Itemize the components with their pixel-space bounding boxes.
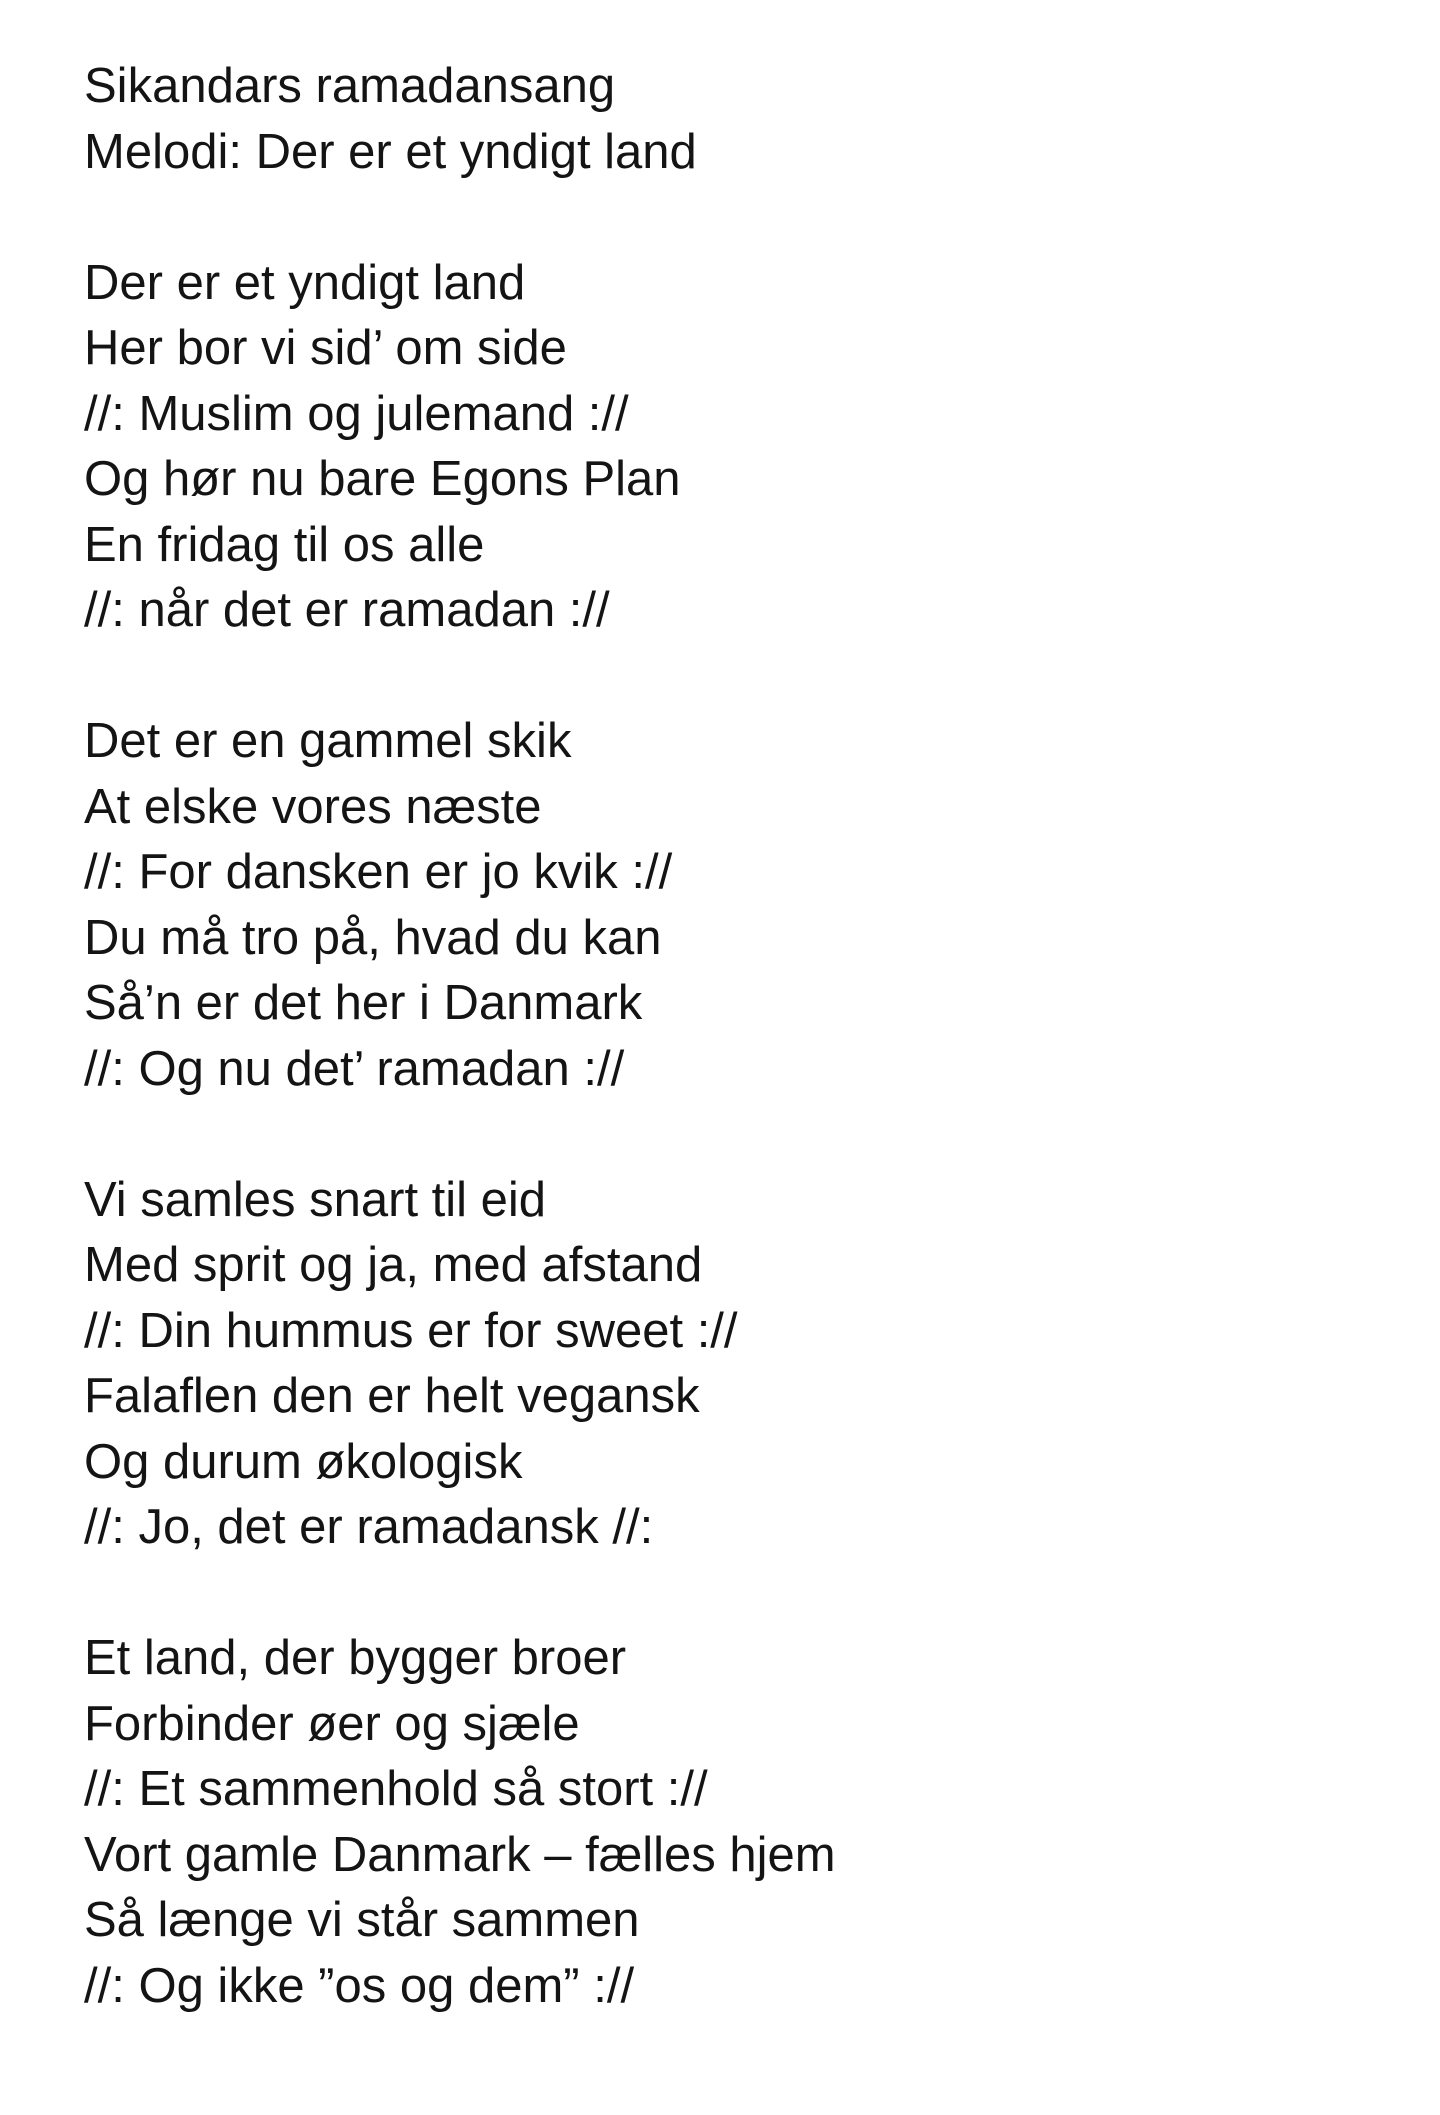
stanza-line: Så’n er det her i Danmark — [84, 976, 643, 1030]
stanza-line: Og hør nu bare Egons Plan — [84, 452, 681, 506]
stanza-line: Forbinder øer og sjæle — [84, 1696, 580, 1751]
stanza-line: //: når det er ramadan :// — [84, 583, 610, 637]
stanza-3 — [84, 1168, 1384, 1561]
stanza-line: Falaflen den er helt vegansk — [84, 1369, 700, 1423]
stanza-line: En fridag til os alle — [84, 517, 485, 572]
stanza-line: Vi samles snart til eid — [84, 1172, 547, 1227]
stanza-line: Et land, der bygger broer — [84, 1631, 627, 1685]
stanza-line: //: Og nu det’ ramadan :// — [84, 1041, 625, 1096]
song-header — [84, 54, 1384, 185]
stanza-1 — [84, 251, 1384, 644]
stanza-line: //: For dansken er jo kvik :// — [84, 845, 673, 899]
stanza-line: Det er en gammel skik — [84, 714, 572, 768]
stanza-line: Med sprit og ja, med afstand — [84, 1238, 703, 1292]
stanza-line: Her bor vi sid’ om side — [84, 321, 567, 375]
stanza-line: Vort gamle Danmark – fælles hjem — [84, 1827, 836, 1882]
stanza-line: Du må tro på, hvad du kan — [84, 910, 662, 965]
stanza-line: At elske vores næste — [84, 779, 542, 834]
stanza-line: //: Jo, det er ramadansk //: — [84, 1500, 654, 1554]
stanza-line: Der er et yndigt land — [84, 255, 526, 310]
song-text — [84, 54, 1384, 2019]
stanza-line: Og durum økologisk — [84, 1434, 523, 1489]
stanza-line: //: Og ikke ”os og dem” :// — [84, 1958, 635, 2013]
stanza-line: //: Muslim og julemand :// — [84, 386, 629, 441]
stanza-line: //: Et sammenhold så stort :// — [84, 1762, 708, 1816]
song-melody: Melodi: Der er et yndigt land — [84, 124, 697, 179]
stanza-4 — [84, 1626, 1384, 2019]
stanza-line: //: Din hummus er for sweet :// — [84, 1303, 738, 1358]
song-title: Sikandars ramadansang — [84, 59, 616, 113]
stanza-2 — [84, 709, 1384, 1102]
stanza-line: Så længe vi står sammen — [84, 1893, 640, 1947]
